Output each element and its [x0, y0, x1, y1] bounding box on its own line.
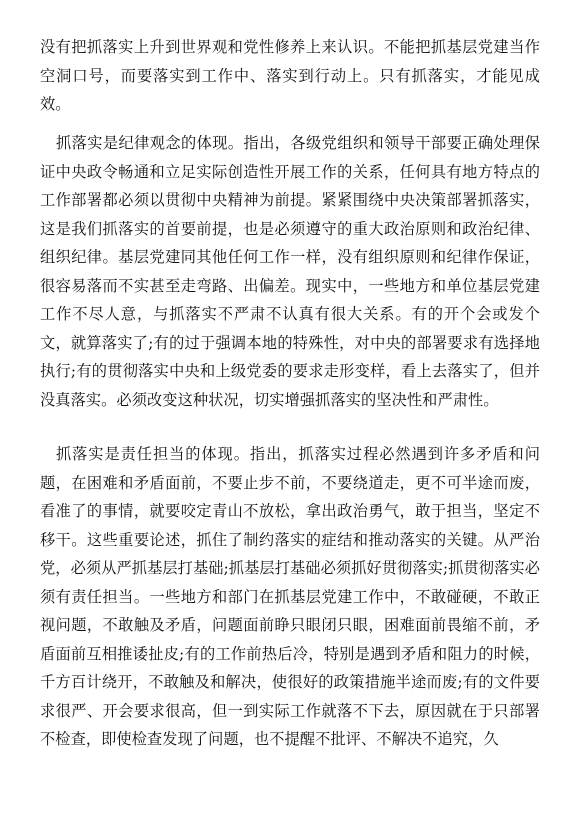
paragraph-2: 抓落实是纪律观念的体现。指出，各级党组织和领导干部要正确处理保证中央政令畅通和立足实际创造性开展工作的关系，任何具有地方特点的工作部署都必须以贯彻中央精神为前提。紧紧围绕中央决策部署抓落实，这是我们抓落实的首要前提，也是必须遵守的重大政治原则和政治纪律、组织纪律。基层党建同其他任何工作一样，没有组织原则和纪律作保证，很容易落而不实甚至走弯路、出偏差。现实中，一些地方和单位基层党建工作不尽人意，与抓落实不严肃不认真有很大关系。有的开个会或发个文，就算落实了;有的过于强调本地的特殊性，对中央的部署要求有选择地执行;有的贯彻落实中央和上级党委的要求走形变样，看上去落实了，但并没真落实。必须改变这种状况，切实增强抓落实的坚决性和严肃性。 — [40, 134, 540, 409]
paragraph-1: 没有把抓落实上升到世界观和党性修养上来认识。不能把抓基层党建当作空洞口号，而要落实到工作中、落实到行动上。只有抓落实，才能见成效。 — [40, 38, 540, 113]
paragraph-3: 抓落实是责任担当的体现。指出，抓落实过程必然遇到许多矛盾和问题，在困难和矛盾面前，不要止步不前，不要绕道走，更不可半途而废，看准了的事情，就要咬定青山不放松，拿出政治勇气，敢于担当，坚定不移干。这些重要论述，抓住了制约落实的症结和推动落实的关键。从严治党，必须从严抓基层打基础;抓基层打基础必须抓好贯彻落实;抓贯彻落实必须有责任担当。一些地方和部门在抓基层党建工作中，不敢碰硬，不敢正视问题，不敢触及矛盾，问题面前睁只眼闭只眼，困难面前畏缩不前，矛盾面前互相推诿扯皮;有的工作前热后冷，特别是遇到矛盾和阻力的时候，千方百计绕开，不敢触及和解决，使很好的政策措施半途而废;有的文件要求很严、开会要求很高，但一到实际工作就落不下去，原因就在于只部署不检查，即使检查发现了问题，也不提醒不批评、不解决不追究，久 — [40, 445, 540, 748]
